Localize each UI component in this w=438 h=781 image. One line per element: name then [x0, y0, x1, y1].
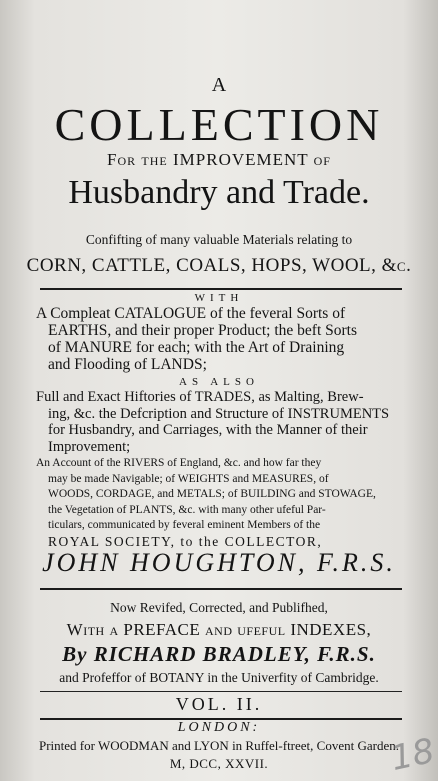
histories-line-2: ing, &c. the Defcription and Structure of INSTRUMENTS	[48, 405, 390, 422]
compleat-line-4: and Flooding of LANDS;	[48, 356, 207, 373]
date-line: M, DCC, XXVII.	[169, 756, 269, 771]
compleat-line-3: of MANURE for each; with the Art of Draining	[48, 339, 345, 356]
preface-line: With a PREFACE and ufeful INDEXES,	[66, 620, 372, 639]
compleat-line-1: A Compleat CATALOGUE of the feveral Sorts of	[36, 305, 346, 322]
account-line-1: An Account of the RIVERS of England, &c. and how far they	[36, 457, 322, 469]
london-line: LONDON:	[177, 720, 261, 735]
husbandry-title: Husbandry and Trade.	[68, 174, 370, 211]
account-paragraph	[36, 456, 418, 549]
rule-top	[40, 288, 402, 290]
compleat-paragraph	[36, 305, 418, 373]
account-line-4: the Vegetation of PLANTS, &c. with many other ufeful Par-	[48, 503, 326, 516]
account-line-3: WOODS, CORDAGE, and METALS; of BUILDING and STOWAGE,	[48, 488, 376, 500]
account-line-6: ROYAL SOCIETY, to the COLLECTOR,	[48, 533, 323, 549]
account-line-5: ticulars, communicated by feveral eminent Members of the	[48, 519, 321, 531]
professor-line: and Profeffor of BOTANY in the Univerfity of Cambridge.	[59, 670, 379, 685]
rule-middle	[40, 588, 402, 590]
consisting-line: Confifting of many valuable Materials relating to	[85, 232, 353, 247]
volume-line: VOL. II.	[175, 694, 263, 714]
with-label: WITH	[194, 292, 244, 304]
for-improvement-line: For the IMPROVEMENT of	[107, 150, 331, 169]
corn-line: CORN, CATTLE, COALS, HOPS, WOOL, &c.	[26, 255, 412, 276]
account-line-2: may be made Navigable; of WEIGHTS and MEASURES, of	[48, 472, 329, 485]
revised-line: Now Revifed, Corrected, and Publifhed,	[110, 600, 328, 615]
compleat-line-2: EARTHS, and their proper Product; the beft Sorts	[48, 322, 358, 339]
title-article: A	[211, 74, 227, 96]
printed-line: Printed for WOODMAN and LYON in Ruffel-ftreet, Covent Garden.	[39, 738, 399, 753]
as-also-label: AS ALSO	[179, 376, 259, 388]
rule-vol-top	[40, 691, 402, 692]
author-line: JOHN HOUGHTON, F.R.S.	[42, 548, 396, 577]
histories-line-3: for Husbandry, and Carriages, with the Manner of their	[48, 422, 368, 438]
histories-line-4: Improvement;	[48, 438, 131, 455]
histories-paragraph	[36, 389, 418, 455]
histories-line-1: Full and Exact Hiftories of TRADES, as Malting, Brew-	[36, 389, 364, 405]
bradley-line: By RICHARD BRADLEY, F.R.S.	[62, 642, 376, 666]
title-collection: COLLECTION	[54, 99, 384, 150]
shelf-mark: 18	[387, 730, 438, 780]
